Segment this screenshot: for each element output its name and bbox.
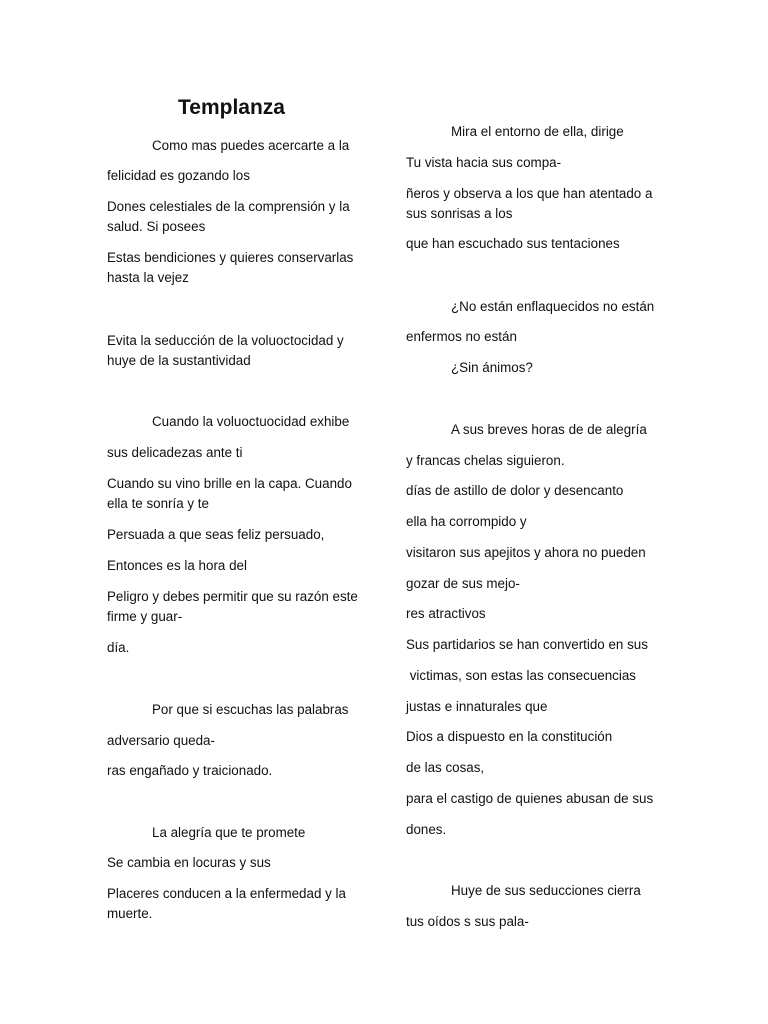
paragraph-line: ñeros y observa a los que han atentado a sus sonrisas a los [406, 186, 653, 221]
paragraph-line: Cuando su vino brille en la capa. Cuando ella te sonría y te [107, 476, 352, 511]
paragraph-line: Mira el entorno de ella, dirige [451, 124, 624, 139]
paragraph-line: La alegría que te promete [152, 825, 306, 840]
paragraph-line: Dones celestiales de la comprensión y la salud. Si posees [107, 199, 350, 234]
paragraph-line: Placeres conducen a la enfermedad y la muerte. [107, 886, 346, 921]
paragraph-line: Peligro y debes permitir que su razón este firme y guar- [107, 589, 358, 624]
page-title: Templanza [178, 96, 285, 119]
paragraph-line: Como mas puedes acercarte a la [152, 138, 350, 153]
paragraph-line: Evita la seducción de la voluoctocidad y huye de la sustantividad [107, 333, 344, 368]
paragraph-line: ¿Sin ánimos? [451, 360, 533, 375]
paragraph-line: res atractivos [406, 606, 486, 621]
paragraph-line: visitaron sus apejitos y ahora no pueden [406, 545, 646, 560]
paragraph-line: dones. [406, 822, 447, 837]
paragraph-line: sus delicadezas ante ti [107, 445, 243, 460]
paragraph-line: Por que si escuchas las palabras [152, 702, 349, 717]
paragraph-line: ella ha corrompido y [406, 514, 527, 529]
paragraph-line: días de astillo de dolor y desencanto [406, 483, 624, 498]
paragraph-line: gozar de sus mejo- [406, 576, 520, 591]
paragraph-line: victimas, son estas las consecuencias [406, 668, 636, 683]
paragraph-line: felicidad es gozando los [107, 168, 250, 183]
paragraph-line: tus oídos s sus pala- [406, 914, 529, 929]
paragraph-line: Huye de sus seducciones cierra [451, 883, 641, 898]
paragraph-line: enfermos no están [406, 329, 517, 344]
paragraph-line: ¿No están enflaquecidos no están [451, 299, 655, 314]
paragraph-line: y francas chelas siguieron. [406, 453, 565, 468]
paragraph-line: día. [107, 640, 130, 655]
paragraph-line: para el castigo de quienes abusan de sus [406, 791, 654, 806]
paragraph-line: A sus breves horas de de alegría [451, 422, 647, 437]
paragraph-line: ras engañado y traicionado. [107, 763, 273, 778]
paragraph-line: Entonces es la hora del [107, 558, 247, 573]
paragraph-line: Persuada a que seas feliz persuado, [107, 527, 325, 542]
paragraph-line: justas e innaturales que [406, 699, 548, 714]
paragraph-line: Se cambia en locuras y sus [107, 855, 271, 870]
paragraph-line: Estas bendiciones y quieres conservarlas hasta la vejez [107, 250, 354, 285]
paragraph-line: Dios a dispuesto en la constitución [406, 729, 613, 744]
paragraph-line: de las cosas, [406, 760, 485, 775]
paragraph-line: adversario queda- [107, 733, 215, 748]
paragraph-line: Cuando la voluoctuocidad exhibe [152, 414, 350, 429]
paragraph-line: Sus partidarios se han convertido en sus [406, 637, 648, 652]
paragraph-line: que han escuchado sus tentaciones [406, 236, 620, 251]
paragraph-line: Tu vista hacia sus compa- [406, 155, 562, 170]
